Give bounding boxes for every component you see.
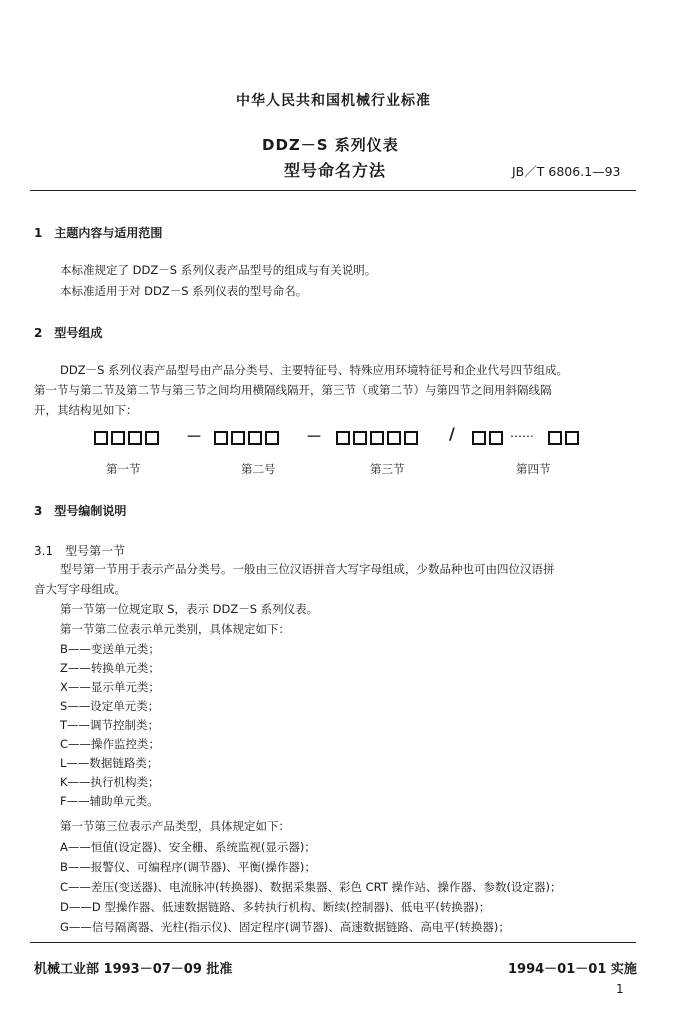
- section-1-boxes: [94, 427, 162, 446]
- box: [472, 431, 486, 445]
- box: [145, 431, 159, 445]
- list-item: A——恒值(设定器)、安全栅、系统监视(显示器)；: [60, 840, 316, 854]
- list-item: X——显示单元类；: [60, 680, 160, 694]
- standard-code: JB／T 6806.1—93: [512, 164, 621, 179]
- approval-date: 机械工业部 1993－07－09 批准: [34, 962, 233, 977]
- section-2-para-1: DDZ－S 系列仪表产品型号由产品分类号、主要特征号、特殊应用环境特征号和企业代号四节组成。: [60, 363, 569, 377]
- box: [336, 431, 350, 445]
- list-item: D——D 型操作器、低速数据链路、多转执行机构、断续(控制器)、低电平(转换器)；: [60, 900, 491, 914]
- section-2-boxes: [214, 427, 282, 446]
- header-rule: [30, 190, 636, 191]
- box: [94, 431, 108, 445]
- ellipsis: ……: [510, 426, 534, 440]
- list-item: B——变送单元类；: [60, 642, 160, 656]
- section-1-para-2: 本标准适用于对 DDZ－S 系列仪表的型号命名。: [60, 284, 308, 298]
- section-4-boxes-left: [472, 427, 506, 446]
- box: [387, 431, 401, 445]
- box: [489, 431, 503, 445]
- box: [370, 431, 384, 445]
- page-number: 1: [616, 982, 624, 996]
- list-item: B——报警仪、可编程序(调节器)、平衡(操作器)；: [60, 860, 316, 874]
- list-item: F——辅助单元类。: [60, 794, 159, 808]
- section-2-para-2: 第一节与第二节及第二节与第三节之间均用横隔线隔开，第三节（或第二节）与第四节之间用斜隔线隔: [34, 383, 552, 397]
- footer-rule: [30, 942, 636, 943]
- box: [404, 431, 418, 445]
- section-2-heading: 2 型号组成: [34, 326, 103, 340]
- section-1-heading: 1 主题内容与适用范围: [34, 226, 163, 240]
- diagram-label-3: 第三节: [370, 462, 405, 476]
- document-title-line2: 型号命名方法: [284, 161, 387, 180]
- box: [128, 431, 142, 445]
- section-1-para-1: 本标准规定了 DDZ－S 系列仪表产品型号的组成与有关说明。: [60, 263, 377, 277]
- list-item: K——执行机构类；: [60, 775, 160, 789]
- section-3-para-1: 型号第一节用于表示产品分类号。一般由三位汉语拼音大写字母组成，少数品种也可由四位汉语拼: [60, 562, 555, 576]
- section-4-boxes-right: [548, 427, 582, 446]
- section-2-para-3: 开，其结构见如下：: [34, 403, 138, 417]
- section-3-para-5: 第一节第三位表示产品类型，具体规定如下：: [60, 819, 290, 833]
- box: [248, 431, 262, 445]
- section-3-para-3: 第一节第一位规定取 S，表示 DDZ－S 系列仪表。: [60, 602, 319, 616]
- box: [231, 431, 245, 445]
- list-item: C——操作监控类；: [60, 737, 161, 751]
- list-item: S——设定单元类；: [60, 699, 160, 713]
- list-item: T——调节控制类；: [60, 718, 160, 732]
- list-item: C——差压(变送器)、电流脉冲(转换器)、数据采集器、彩色 CRT 操作站、操作器、参数(设定器)；: [60, 880, 562, 894]
- section-3-para-2: 音大写字母组成。: [34, 582, 126, 596]
- diagram-label-4: 第四节: [516, 462, 551, 476]
- section-3-boxes: [336, 427, 421, 446]
- document-title-line1: DDZ－S 系列仪表: [262, 136, 399, 154]
- section-3-heading: 3 型号编制说明: [34, 504, 127, 518]
- implementation-date: 1994－01－01 实施: [508, 962, 637, 977]
- box: [214, 431, 228, 445]
- subsection-3-1-heading: 3.1 型号第一节: [34, 544, 126, 558]
- box: [565, 431, 579, 445]
- diagram-label-1: 第一节: [106, 462, 141, 476]
- separator-dash-1: －: [186, 427, 203, 446]
- box: [265, 431, 279, 445]
- separator-dash-2: －: [306, 427, 323, 446]
- box: [353, 431, 367, 445]
- box: [548, 431, 562, 445]
- box: [111, 431, 125, 445]
- list-item: G——信号隔离器、光柱(指示仪)、固定程序(调节器)、高速数据链路、高电平(转换器)；: [60, 920, 510, 934]
- separator-slash: /: [449, 424, 455, 443]
- standard-org-heading: 中华人民共和国机械行业标准: [236, 93, 431, 109]
- list-item: L——数据链路类；: [60, 756, 159, 770]
- diagram-label-2: 第二号: [241, 462, 276, 476]
- section-3-para-4: 第一节第二位表示单元类别，具体规定如下：: [60, 622, 290, 636]
- list-item: Z——转换单元类；: [60, 661, 160, 675]
